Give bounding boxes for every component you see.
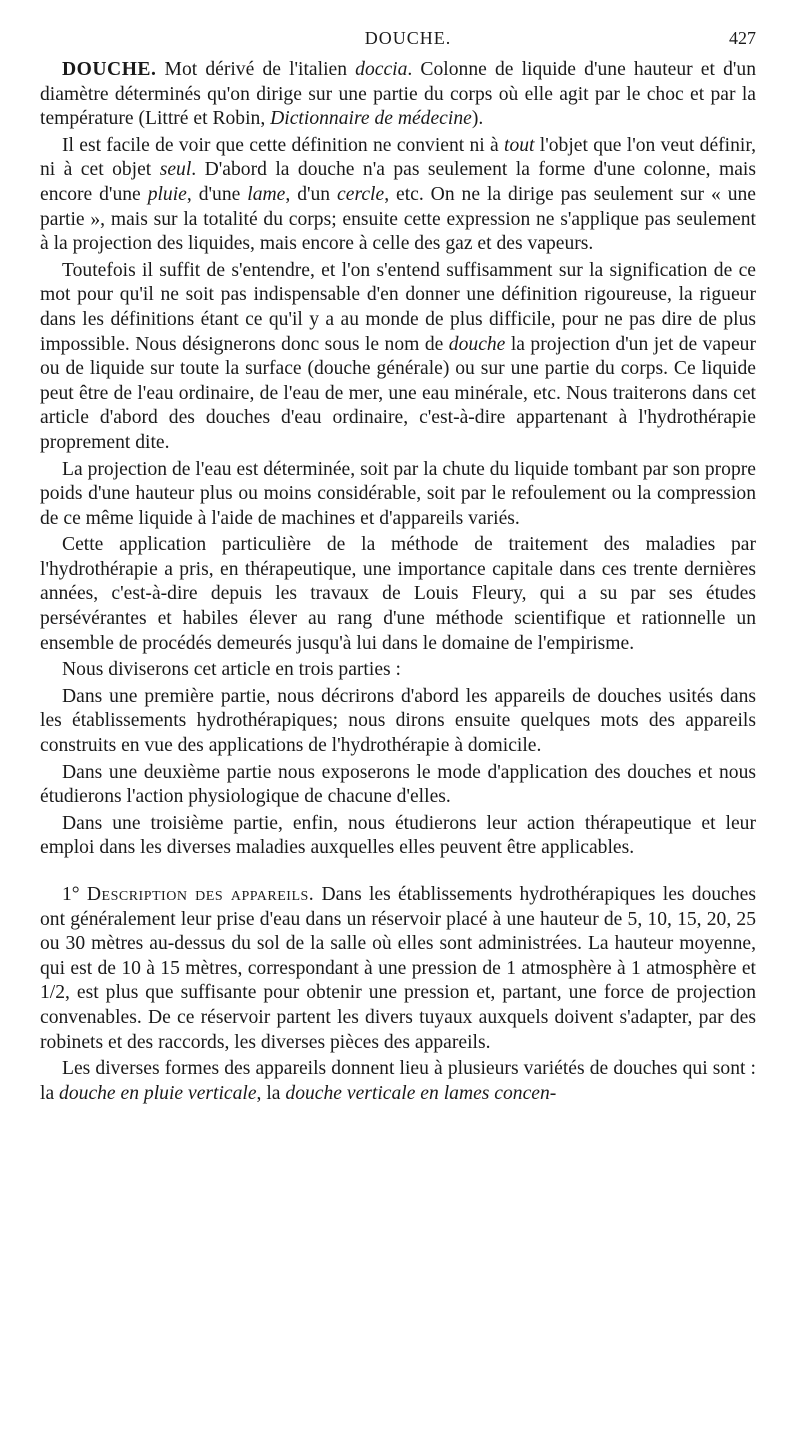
entry-headword: DOUCHE. (62, 59, 157, 80)
paragraph-part-one: Dans une première partie, nous décrirons d'abord les appareils de douches usités dans les établissements hydrothérapiques; nous dirons ensuite quelques mots des appareils construits en vue des applications de l'hydrothérapie à domicile. (40, 685, 756, 757)
paragraph-part-three: Dans une troisième partie, enfin, nous étudierons leur action thérapeutique et leur emploi dans les diverses maladies auxquelles elles peuvent être applicables. (40, 812, 756, 859)
paragraph-history: Cette application particulière de la méthode de traitement des maladies par l'hydrothérapie a pris, en thérapeutique, une importance capitale dans ces trente dernières années, c'est-à-dire depuis les travaux de Louis Fleury, qui a su par ses études persévérantes et habiles élever au rang d'une méthode scientifique et rationnelle un ensemble de procédés demeurés jusqu'à lui dans le domaine de l'empirisme. (40, 534, 756, 654)
paragraph-outline: Nous diviserons cet article en trois parties : (62, 659, 401, 681)
body-text (40, 58, 756, 1108)
section-title: Description des appareils. (86, 884, 315, 905)
page-number: 427 (729, 28, 756, 48)
paragraph-section-description: 1° Description des appareils. Dans les établissements hydrothérapiques les douches ont généralement leur prise d'eau dans un réservoir placé à une hauteur de 5, 10, 15, 20, 25 ou 30 mètres au-dessus du sol de la salle où elles sont administrées. La hauteur moyenne, qui est de 10 à 15 mètres, correspondant à une pression de 1 atmosphère à 1 atmosphère et 1/2, est plus que suffisante pour obtenir une pression et, partant, une force de projection convenables. De ce réservoir partent les divers tuyaux auxquels doivent s'adapter, par des robinets et des raccords, les diverses pièces des appareils. (40, 884, 756, 1053)
paragraph-meaning: Toutefois il suffit de s'entendre, et l'on s'entend suffisamment sur la signification de ce mot pour qu'il ne soit pas indispensable d'en donner une définition rigoureuse, la rigueur dans les définitions étant ce qu'il y a au monde de plus difficile, pour ne pas dire de plus impossible. Nous désignerons donc sous le nom de douche la projection d'un jet de vapeur ou de liquide sur toute la surface (douche générale) ou sur une partie du corps. Ce liquide peut être de l'eau ordinaire, de l'eau de mer, une eau minérale, etc. Nous traiterons dans cet article d'abord des douches d'eau ordinaire, c'est-à-dire appartenant à l'hydrothérapie proprement dite. (40, 259, 756, 453)
paragraph-part-two: Dans une deuxième partie nous exposerons le mode d'application des douches et nous étudierons l'action physiologique de chacune d'elles. (40, 761, 756, 808)
page-header (60, 28, 756, 54)
paragraph-varieties: Les diverses formes des appareils donnent lieu à plusieurs variétés de douches qui sont : la douche en pluie verticale, la douche verticale en lames concen- (40, 1058, 756, 1104)
running-head: DOUCHE. (364, 28, 452, 48)
section-number: 1° (62, 884, 80, 905)
paragraph-definition: DOUCHE. Mot dérivé de l'italien doccia. Colonne de liquide d'une hauteur et d'un diamètre déterminés qu'on dirige sur une partie du corps où elle agit par le choc et par la température (Littré et Robin, Dictionnaire de médecine). (40, 59, 756, 130)
paragraph-projection: La projection de l'eau est déterminée, soit par la chute du liquide tombant par son propre poids d'une hauteur plus ou moins considérable, soit par le refoulement ou la compression de ce même liquide à l'aide de machines et d'appareils variés. (40, 458, 756, 529)
paragraph-critique: Il est facile de voir que cette définition ne convient ni à tout l'objet que l'on veut définir, ni à cet objet seul. D'abord la douche n'a pas seulement la forme d'une colonne, mais encore d'une pluie, d'une lame, d'un cercle, etc. On ne la dirige pas seulement sur « une partie », mais sur la totalité du corps; ensuite cette expression ne s'applique pas seulement à la projection des liquides, mais encore à celle des gaz et des vapeurs. (40, 134, 757, 255)
